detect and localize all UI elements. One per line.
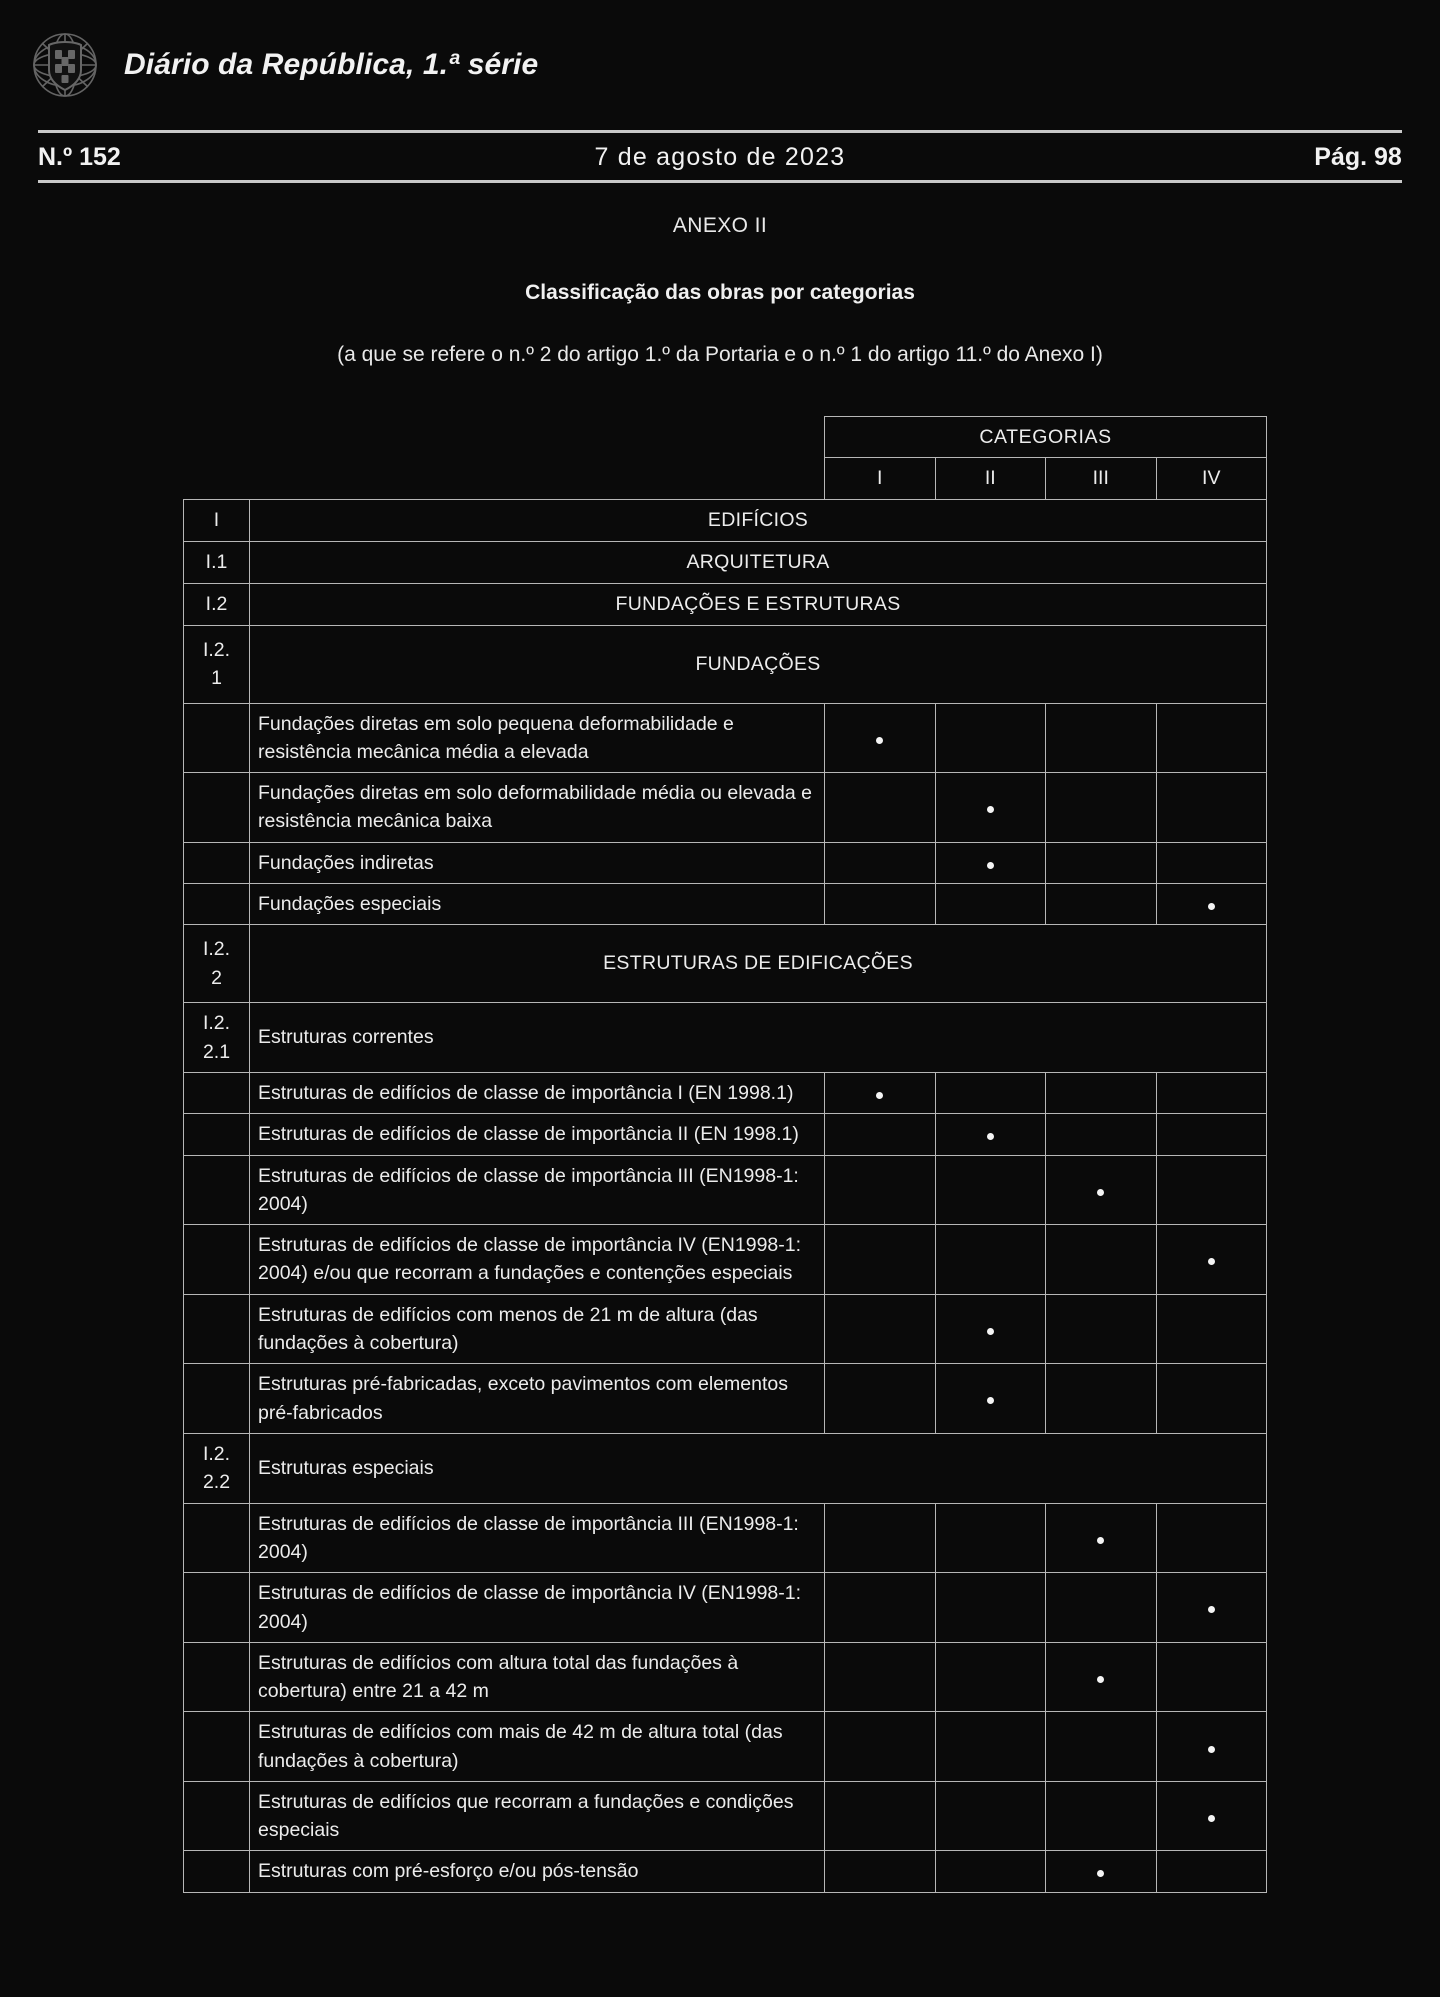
row-description: Estruturas pré-fabricadas, exceto pavimentos com elementos pré-fabricados [250,1364,825,1434]
row-code [184,883,250,924]
row-description: Fundações diretas em solo pequena deformabilidade e resistência mecânica média a elevada [250,703,825,773]
category-cell-I [825,1073,936,1114]
running-head [38,134,1402,180]
table-row [184,1003,1267,1073]
row-code: I.2. 2 [184,925,250,1003]
categories-header: CATEGORIAS [825,417,1267,458]
row-description: Estruturas de edifícios que recorram a fundações e condições especiais [250,1781,825,1851]
table-row [184,1642,1267,1712]
category-cell-II [935,1294,1046,1364]
annex-label: ANEXO II [672,214,768,237]
category-cell-IV [1156,1364,1267,1434]
category-mark-dot [876,737,883,744]
category-cell-II [935,1114,1046,1155]
row-description: Estruturas correntes [250,1003,1267,1073]
category-cell-I [825,883,936,924]
row-code: I [184,499,250,541]
table-row [184,499,1267,541]
row-code [184,1225,250,1295]
row-description: Estruturas de edifícios de classe de importância IV (EN1998-1: 2004) e/ou que recorram a fundações e contenções especiais [250,1225,825,1295]
category-cell-IV [1156,1114,1267,1155]
category-cell-IV [1156,842,1267,883]
category-cell-II [935,1573,1046,1643]
category-mark-dot [987,1397,994,1404]
category-cell-II [935,773,1046,843]
table-row [184,703,1267,773]
category-cell-I [825,773,936,843]
table-head [184,417,1267,500]
category-mark-dot [1208,1746,1215,1753]
row-description: Estruturas de edifícios de classe de importância II (EN 1998.1) [250,1114,825,1155]
row-code: I.2. 2.1 [184,1003,250,1073]
category-cell-II [935,842,1046,883]
column-header-cat-IV: IV [1156,458,1267,499]
row-code [184,1073,250,1114]
category-cell-III [1046,1155,1157,1225]
table-row [184,1294,1267,1364]
category-cell-IV [1156,883,1267,924]
table-row [184,773,1267,843]
row-description: Estruturas com pré-esforço e/ou pós-tensão [250,1851,825,1892]
category-cell-III [1046,1781,1157,1851]
category-cell-II [935,1712,1046,1782]
row-description: Fundações diretas em solo deformabilidade média ou elevada e resistência mecânica baixa [250,773,825,843]
row-code [184,1573,250,1643]
table-body [184,499,1267,1892]
category-cell-III [1046,1712,1157,1782]
category-cell-III [1046,1573,1157,1643]
row-description: Estruturas de edifícios com altura total das fundações à cobertura) entre 21 a 42 m [250,1642,825,1712]
category-cell-III [1046,1851,1157,1892]
column-header-cat-III: III [1046,458,1157,499]
row-code [184,1114,250,1155]
row-description: FUNDAÇÕES E ESTRUTURAS [250,583,1267,625]
table-row [184,625,1267,703]
category-cell-IV [1156,1851,1267,1892]
category-cell-I [825,703,936,773]
row-description: Estruturas de edifícios de classe de importância I (EN 1998.1) [250,1073,825,1114]
category-cell-I [825,1573,936,1643]
category-cell-IV [1156,1225,1267,1295]
category-cell-III [1046,703,1157,773]
row-code [184,1503,250,1573]
row-description: Estruturas de edifícios de classe de importância IV (EN1998-1: 2004) [250,1573,825,1643]
category-cell-IV [1156,1294,1267,1364]
portugal-coat-of-arms-icon [30,30,100,100]
category-cell-IV [1156,703,1267,773]
category-cell-IV [1156,1155,1267,1225]
table-row [184,1573,1267,1643]
category-cell-I [825,1712,936,1782]
row-code [184,1364,250,1434]
row-description: ESTRUTURAS DE EDIFICAÇÕES [250,925,1267,1003]
row-code [184,842,250,883]
category-mark-dot [1208,1815,1215,1822]
category-cell-I [825,1114,936,1155]
category-cell-I [825,842,936,883]
row-description: Estruturas de edifícios de classe de importância III (EN1998-1: 2004) [250,1155,825,1225]
category-cell-I [825,1851,936,1892]
column-header-cat-I: I [825,458,936,499]
issue-number: N.º 152 [38,142,121,171]
category-cell-I [825,1155,936,1225]
table-row [184,1712,1267,1782]
category-mark-dot [1097,1537,1104,1544]
table-row [184,1781,1267,1851]
table-header-row-categories [184,417,1267,458]
row-code [184,1781,250,1851]
row-code: I.2. 2.2 [184,1433,250,1503]
row-code [184,1642,250,1712]
table-row [184,583,1267,625]
row-code [184,1294,250,1364]
table-row [184,1851,1267,1892]
category-cell-III [1046,1503,1157,1573]
row-description: Estruturas de edifícios com menos de 21 m de altura (das fundações à cobertura) [250,1294,825,1364]
category-cell-II [935,1503,1046,1573]
table-row [184,1433,1267,1503]
table-header-row-romans [184,458,1267,499]
category-cell-I [825,1225,936,1295]
category-cell-III [1046,1225,1157,1295]
category-cell-II [935,1851,1046,1892]
row-description: Estruturas especiais [250,1433,1267,1503]
category-cell-I [825,1781,936,1851]
row-code [184,1712,250,1782]
header-spacer-code-2 [184,458,250,499]
category-cell-IV [1156,1642,1267,1712]
row-code [184,1851,250,1892]
category-cell-IV [1156,1781,1267,1851]
table-row [184,1503,1267,1573]
category-cell-I [825,1364,936,1434]
row-code [184,773,250,843]
category-cell-III [1046,842,1157,883]
category-cell-IV [1156,1573,1267,1643]
row-description: ARQUITETURA [250,541,1267,583]
category-cell-III [1046,1364,1157,1434]
category-mark-dot [1208,1258,1215,1265]
row-description: Fundações especiais [250,883,825,924]
category-cell-II [935,1155,1046,1225]
table-row [184,1114,1267,1155]
category-mark-dot [987,862,994,869]
header-spacer-desc [250,417,825,458]
row-description: EDIFÍCIOS [250,499,1267,541]
table-row [184,1073,1267,1114]
category-mark-dot [1097,1870,1104,1877]
row-code: I.2 [184,583,250,625]
row-description: Estruturas de edifícios de classe de importância III (EN1998-1: 2004) [250,1503,825,1573]
header-spacer-desc-2 [250,458,825,499]
header-rule-top [38,130,1402,133]
category-cell-II [935,1781,1046,1851]
category-cell-III [1046,1294,1157,1364]
categories-table-wrapper [183,416,1266,1893]
category-mark-dot [876,1092,883,1099]
row-description: Fundações indiretas [250,842,825,883]
category-cell-III [1046,1073,1157,1114]
category-cell-I [825,1503,936,1573]
category-cell-II [935,1642,1046,1712]
row-code [184,1155,250,1225]
category-cell-I [825,1294,936,1364]
page-title: Classificação das obras por categorias [525,281,915,304]
category-cell-III [1046,1642,1157,1712]
category-mark-dot [1208,903,1215,910]
category-cell-III [1046,1114,1157,1155]
row-description: Estruturas de edifícios com mais de 42 m de altura total (das fundações à cobertura) [250,1712,825,1782]
category-cell-IV [1156,1073,1267,1114]
category-cell-IV [1156,1712,1267,1782]
category-cell-IV [1156,773,1267,843]
header-spacer-code [184,417,250,458]
masthead-title: Diário da República, 1.ª série [124,48,539,81]
table-row [184,842,1267,883]
category-mark-dot [1097,1676,1104,1683]
category-mark-dot [1097,1189,1104,1196]
header-rule-bottom [38,180,1402,183]
row-description: FUNDAÇÕES [250,625,1267,703]
category-cell-II [935,703,1046,773]
category-cell-II [935,1073,1046,1114]
table-row [184,883,1267,924]
category-cell-II [935,883,1046,924]
category-cell-III [1046,883,1157,924]
category-cell-IV [1156,1503,1267,1573]
category-mark-dot [987,806,994,813]
category-cell-II [935,1364,1046,1434]
masthead [0,0,1440,130]
column-header-cat-II: II [935,458,1046,499]
table-row [184,1155,1267,1225]
category-cell-III [1046,773,1157,843]
publication-date: 7 de agosto de 2023 [594,142,846,171]
category-mark-dot [1208,1606,1215,1613]
category-mark-dot [987,1133,994,1140]
table-row [184,925,1267,1003]
categories-table [183,416,1267,1893]
category-cell-II [935,1225,1046,1295]
table-row [184,1364,1267,1434]
table-row [184,541,1267,583]
row-code [184,703,250,773]
table-row [184,1225,1267,1295]
category-cell-I [825,1642,936,1712]
category-mark-dot [987,1328,994,1335]
page-number: Pág. 98 [1314,142,1402,171]
page-subtitle: (a que se refere o n.º 2 do artigo 1.º da Portaria e o n.º 1 do artigo 11.º do Anexo I) [337,343,1103,366]
row-code: I.1 [184,541,250,583]
row-code: I.2. 1 [184,625,250,703]
